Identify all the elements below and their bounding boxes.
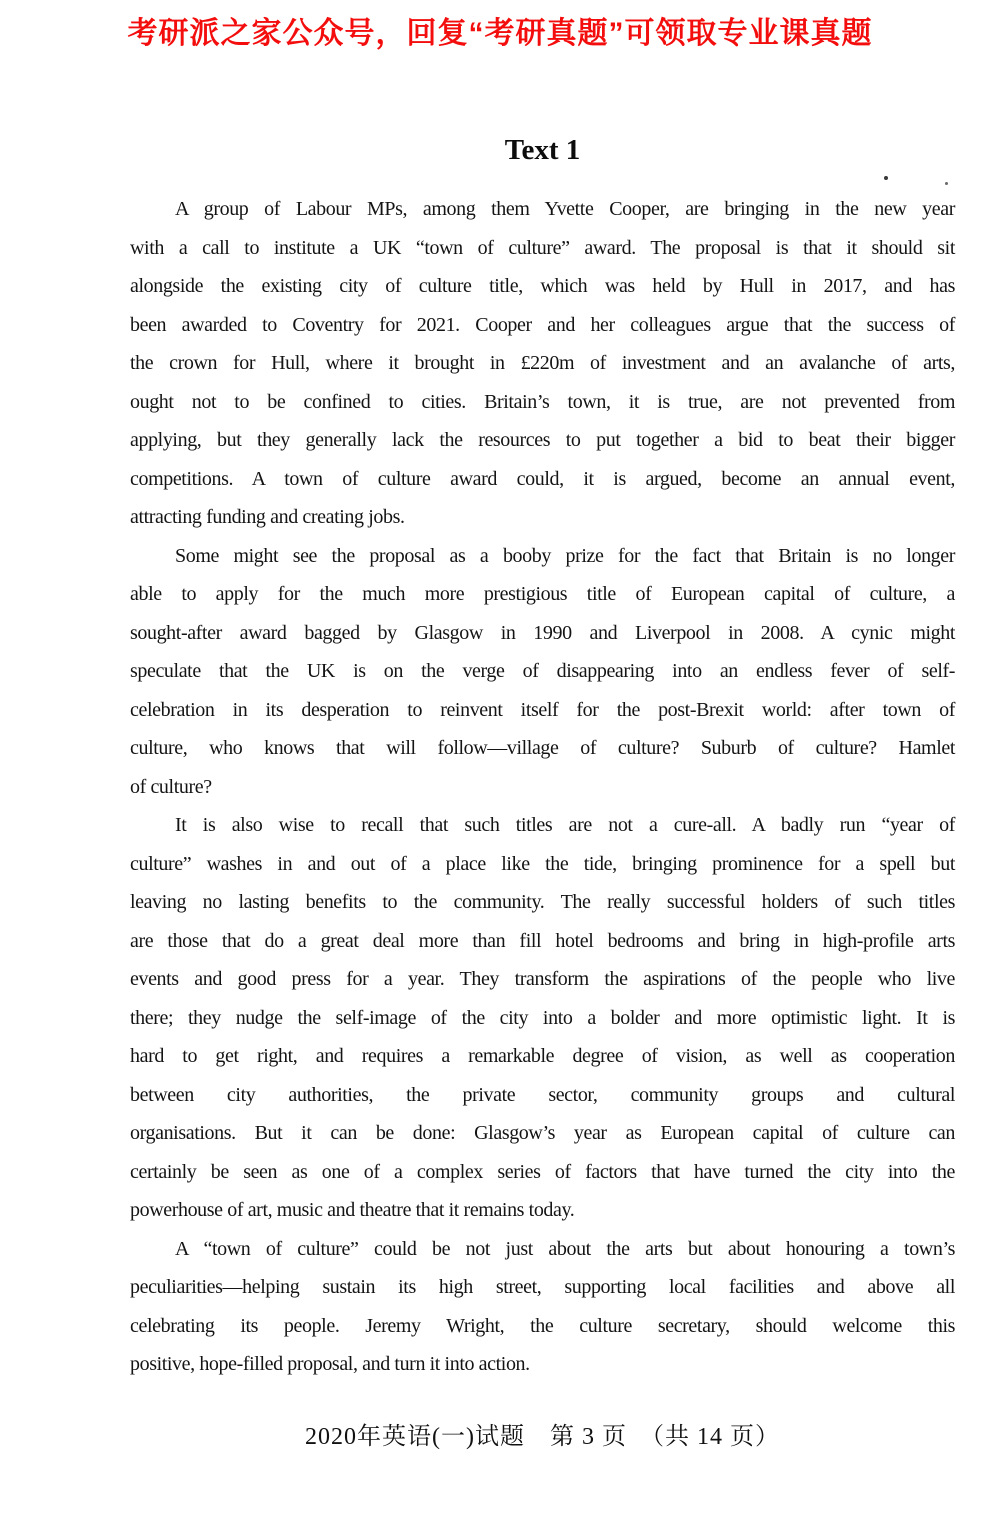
text-line: hard to get right, and requires a remarkable degree of vision, as well as cooperation <box>130 1045 955 1067</box>
text-title: Text 1 <box>504 134 581 166</box>
article-body <box>130 190 955 1384</box>
text-line: applying, but they generally lack the resources to put together a bid to beat their bigger <box>130 429 955 451</box>
text-line: speculate that the UK is on the verge of disappearing into an endless fever of self- <box>130 660 955 682</box>
text-line: are those that do a great deal more than fill hotel bedrooms and bring in high-profile arts <box>130 929 955 952</box>
text-line: ought not to be confined to cities. Britain’s town, it is true, are not prevented from <box>130 390 955 413</box>
text-line: culture, who knows that will follow—village of culture? Suburb of culture? Hamlet <box>130 737 955 759</box>
text-line: sought-after award bagged by Glasgow in 1990 and Liverpool in 2008. A cynic might <box>130 621 955 644</box>
text-line: competitions. A town of culture award could, it is argued, become an annual event, <box>130 467 955 490</box>
text-line: organisations. But it can be done: Glasgow’s year as European capital of culture can <box>130 1122 955 1144</box>
text-line: powerhouse of art, music and theatre that it remains today. <box>130 1199 575 1221</box>
text-line: celebration in its desperation to reinvent itself for the post-Brexit world: after town of <box>130 698 955 721</box>
text-line: been awarded to Coventry for 2021. Cooper and her colleagues argue that the success of <box>130 313 955 336</box>
text-line: Some might see the proposal as a booby prize for the fact that Britain is no longer <box>175 544 955 567</box>
text-line: It is also wise to recall that such titles are not a cure-all. A badly run “year of <box>175 814 955 836</box>
text-line: of culture? <box>130 775 212 798</box>
text-line: able to apply for the much more prestigious title of European capital of culture, a <box>130 583 955 605</box>
text-line: celebrating its people. Jeremy Wright, the culture secretary, should welcome this <box>130 1314 955 1337</box>
promo-header-text: 考研派之家公众号，回复“考研真题”可领取专业课真题 <box>127 17 873 50</box>
text-line: alongside the existing city of culture title, which was held by Hull in 2017, and has <box>130 275 955 297</box>
text-line: between city authorities, the private sector, community groups and cultural <box>130 1083 955 1106</box>
text-line: events and good press for a year. They transform the aspirations of the people who live <box>130 968 955 990</box>
paragraph <box>130 537 955 807</box>
text-line: A “town of culture” could be not just about the arts but about honouring a town’s <box>175 1237 955 1260</box>
text-line: peculiarities—helping sustain its high street, supporting local facilities and above all <box>130 1276 955 1298</box>
text-line: A group of Labour MPs, among them Yvette Cooper, are bringing in the new year <box>175 198 955 220</box>
text-line: with a call to institute a UK “town of culture” award. The proposal is that it should sit <box>130 236 955 259</box>
scan-artifact-dot <box>945 182 948 185</box>
text-line: culture” washes in and out of a place like the tide, bringing prominence for a spell but <box>130 852 955 875</box>
text-line: attracting funding and creating jobs. <box>130 506 405 528</box>
paragraph <box>130 1230 955 1384</box>
text-line: leaving no lasting benefits to the community. The really successful holders of such titles <box>130 891 955 913</box>
paragraph <box>130 190 955 537</box>
page-footer: 2020年英语(一)试题 第 3 页 （共 14 页） <box>305 1424 780 1450</box>
text-line: certainly be seen as one of a complex series of factors that have turned the city into the <box>130 1160 955 1183</box>
paragraph <box>130 806 955 1230</box>
scan-artifact-dot <box>884 176 888 180</box>
text-line: there; they nudge the self-image of the city into a bolder and more optimistic light. It is <box>130 1006 955 1029</box>
text-line: positive, hope-filled proposal, and turn it into action. <box>130 1353 530 1375</box>
text-line: the crown for Hull, where it brought in £220m of investment and an avalanche of arts, <box>130 352 955 374</box>
